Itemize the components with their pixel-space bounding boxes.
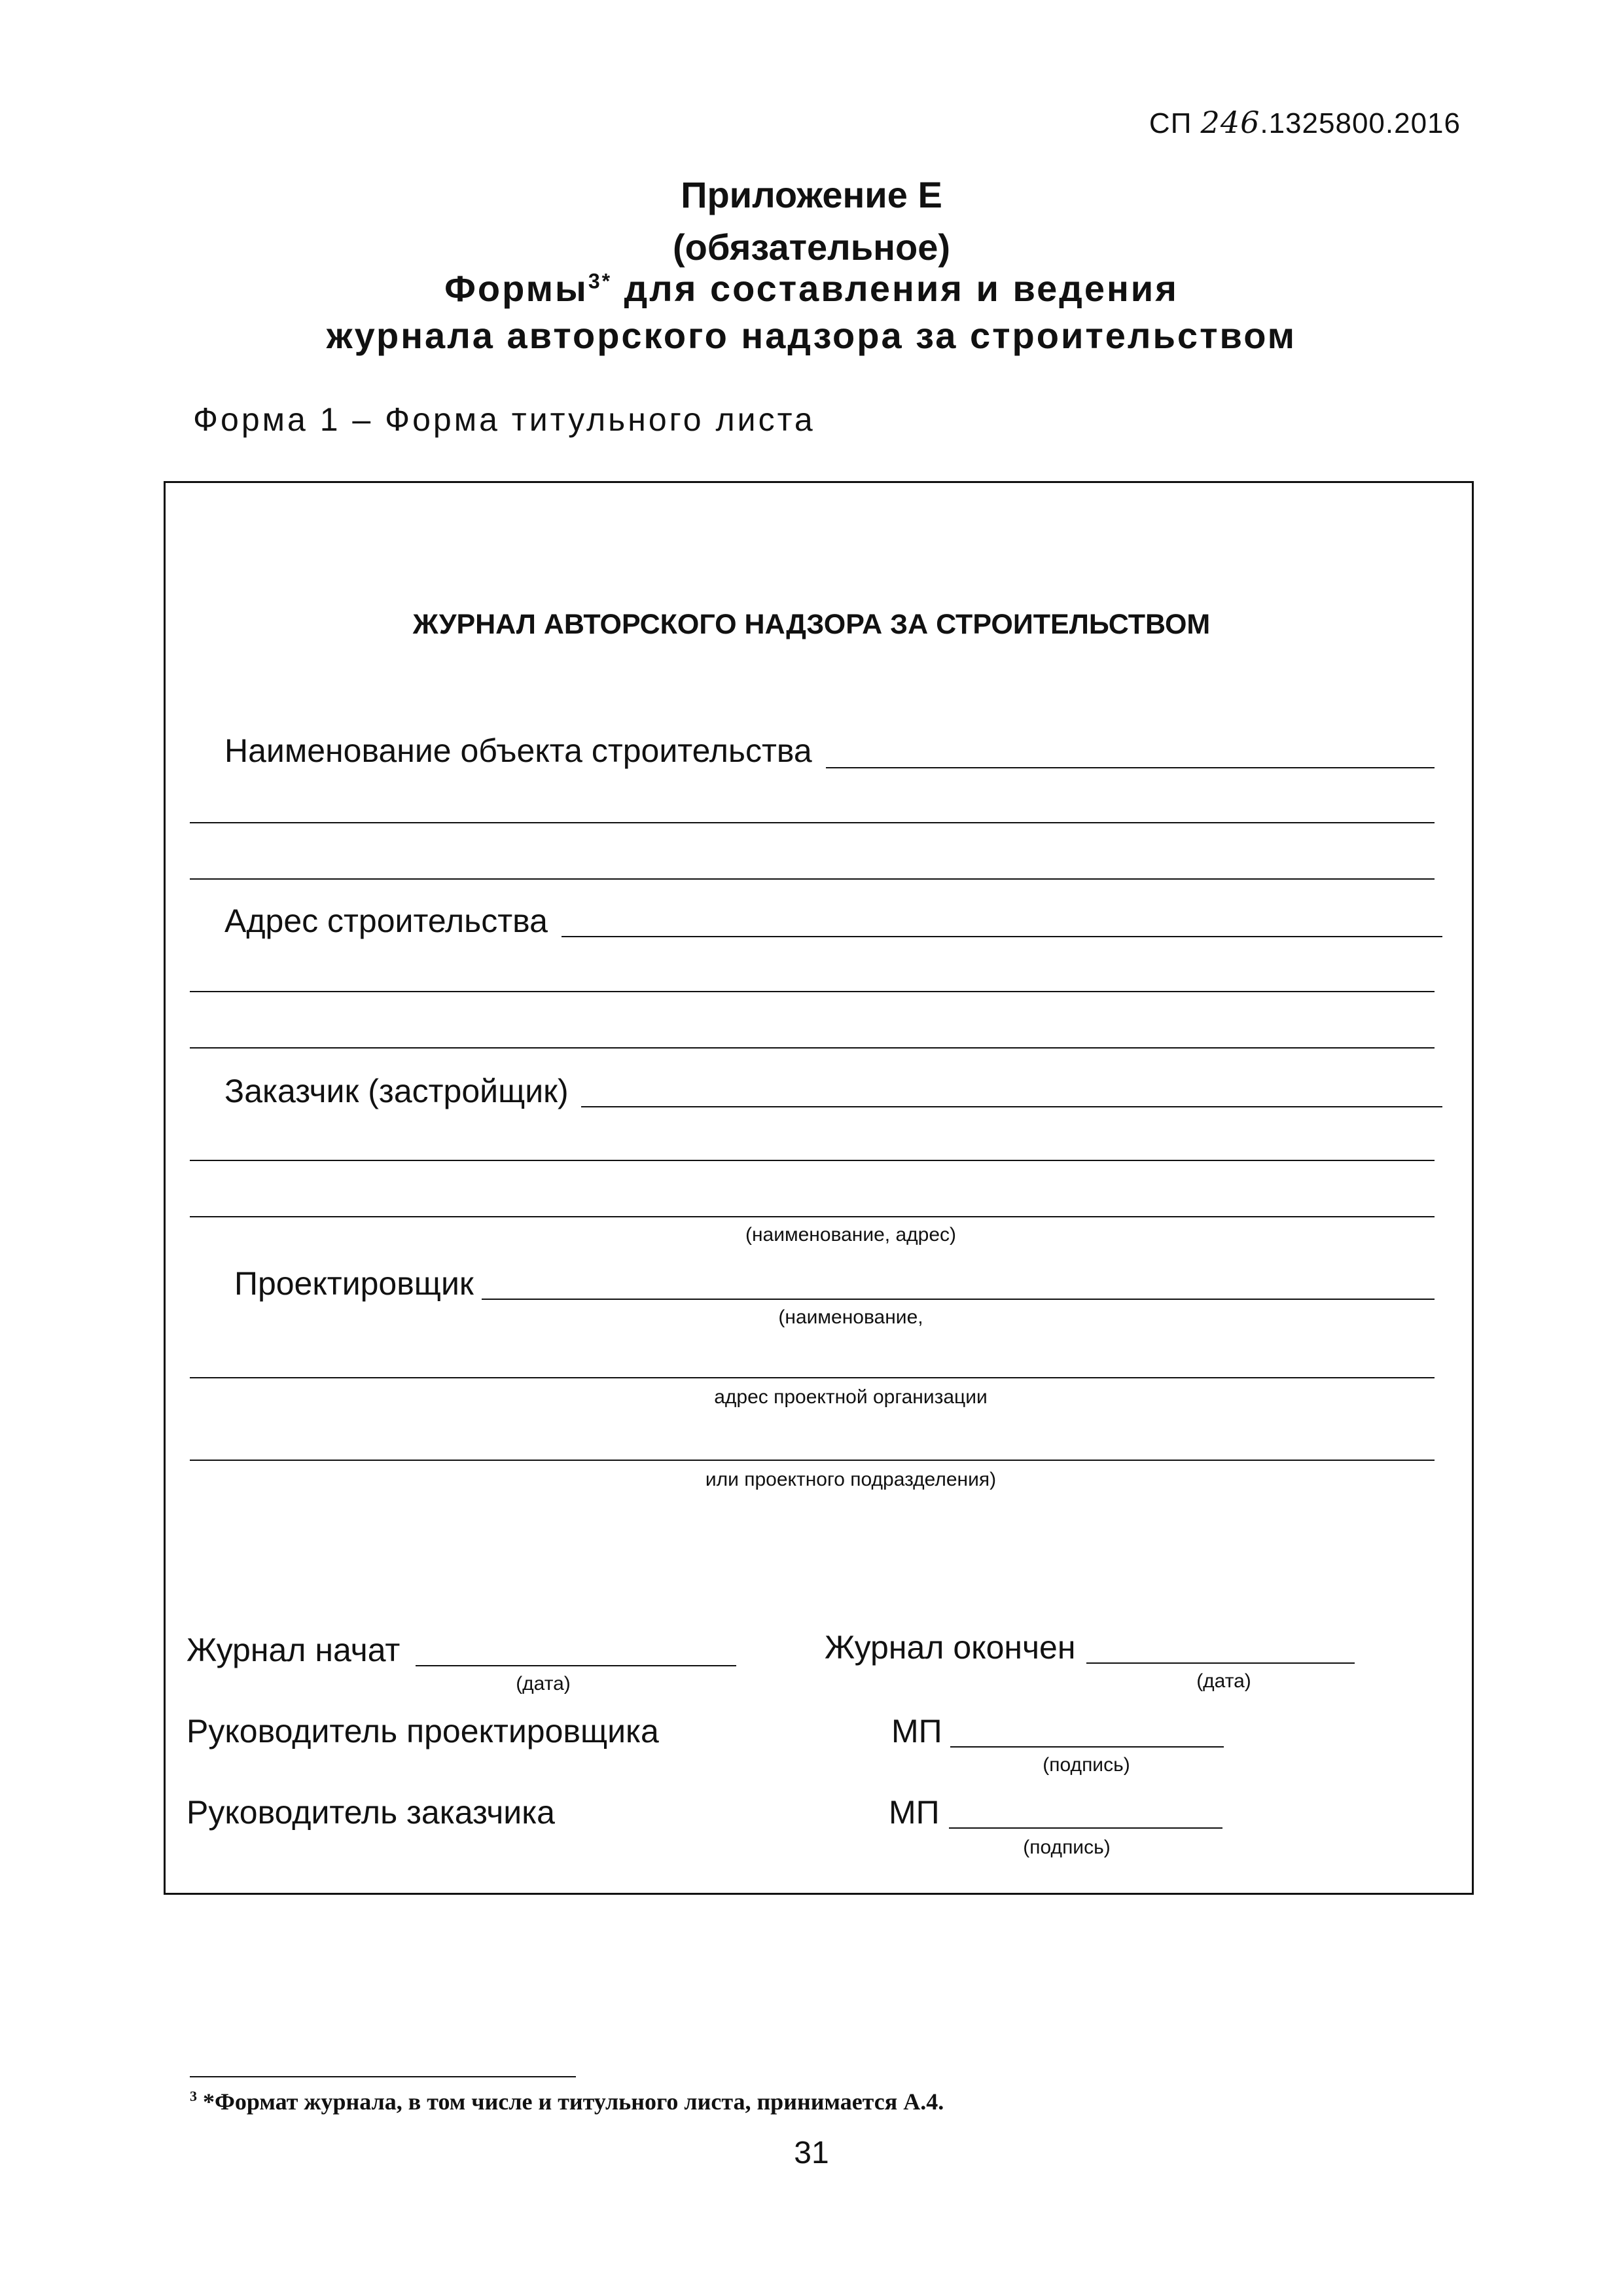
designer-label: Проектировщик [234, 1265, 474, 1302]
form-caption: Форма 1 – Форма титульного листа [193, 401, 815, 438]
customer-label: Заказчик (застройщик) [224, 1073, 569, 1109]
footnote-mark: 3 [190, 2088, 197, 2104]
address-label: Адрес строительства [224, 903, 548, 939]
journal-finished-date-field[interactable] [1086, 1662, 1355, 1664]
object-name-field-line3[interactable] [190, 878, 1435, 880]
journal-finished-label: Журнал окончен [825, 1629, 1076, 1666]
document-code [1149, 105, 1461, 140]
footnote [190, 2088, 944, 2115]
object-name-label: Наименование объекта строительства [224, 732, 812, 769]
footnote-reference: 3* [588, 269, 613, 293]
journal-started-date-caption: (дата) [516, 1673, 571, 1695]
appendix-subject-line1 [0, 267, 1623, 310]
customer-head-label: Руководитель заказчика [187, 1794, 555, 1831]
object-name-field-line2[interactable] [190, 822, 1435, 823]
journal-started-label: Журнал начат [187, 1632, 401, 1668]
journal-title: ЖУРНАЛ АВТОРСКОГО НАДЗОРА ЗА СТРОИТЕЛЬСТВОМ [412, 609, 1211, 640]
appendix-subject-line2: журнала авторского надзора за строительством [326, 315, 1297, 356]
document-code-suffix: .1325800.2016 [1260, 107, 1461, 139]
appendix-subject-main: Формы [444, 268, 588, 309]
journal-started-date-field[interactable] [416, 1665, 736, 1666]
customer-head-signature-caption: (подпись) [1023, 1837, 1111, 1858]
customer-field[interactable] [581, 1106, 1442, 1107]
designer-field[interactable] [482, 1299, 1435, 1300]
customer-head-signature-field[interactable] [949, 1827, 1222, 1829]
customer-stamp-label: МП [889, 1794, 940, 1831]
address-field-line2[interactable] [190, 991, 1435, 992]
designer-field-caption3: или проектного подразделения) [705, 1469, 997, 1490]
customer-field-line3[interactable] [190, 1216, 1435, 1217]
appendix-status: (обязательное) [672, 226, 951, 268]
footnote-separator [190, 2076, 576, 2077]
designer-stamp-label: МП [891, 1713, 942, 1749]
designer-head-label: Руководитель проектировщика [187, 1713, 659, 1749]
customer-field-line2[interactable] [190, 1160, 1435, 1161]
handwritten-number: 246 [1200, 105, 1260, 140]
designer-field-caption1: (наименование, [778, 1306, 923, 1328]
appendix-title: Приложение Е [681, 174, 942, 215]
designer-field-line2[interactable] [190, 1377, 1435, 1378]
designer-field-caption2: адрес проектной организации [714, 1386, 988, 1408]
address-field[interactable] [562, 936, 1442, 937]
document-code-prefix: СП [1149, 107, 1201, 139]
page-number: 31 [794, 2136, 829, 2170]
designer-head-signature-field[interactable] [950, 1746, 1224, 1748]
designer-head-signature-caption: (подпись) [1043, 1754, 1130, 1776]
designer-field-line3[interactable] [190, 1460, 1435, 1461]
footnote-text: *Формат журнала, в том числе и титульного листа, принимается А.4. [197, 2089, 944, 2115]
appendix-subject-rest: для составления и ведения [612, 268, 1179, 309]
object-name-field[interactable] [826, 767, 1435, 768]
address-field-line3[interactable] [190, 1047, 1435, 1049]
journal-finished-date-caption: (дата) [1196, 1670, 1251, 1692]
customer-field-caption: (наименование, адрес) [745, 1224, 957, 1246]
